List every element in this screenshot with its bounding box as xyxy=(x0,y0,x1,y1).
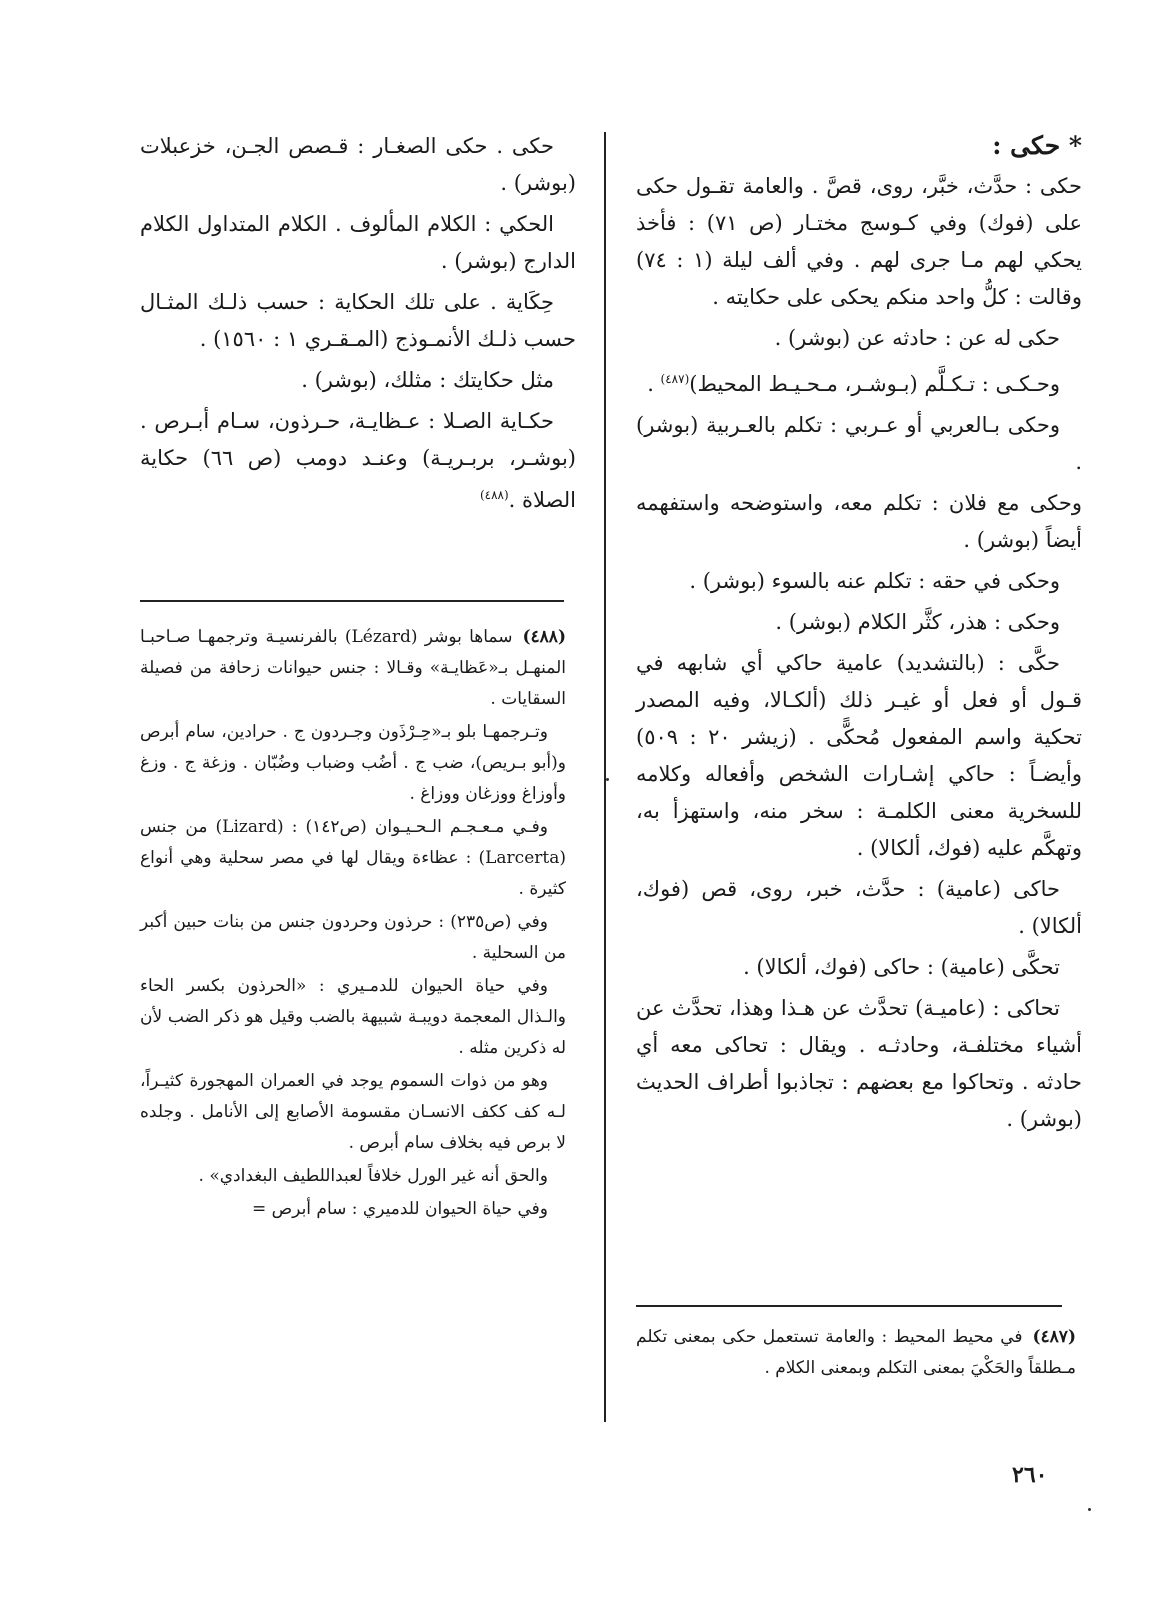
paragraph-text: حكـاية الصـلا : عـظايـة، حـرذون، سـام أبـرص . (بوشـر، بربـريـة) وعنـد دومب (ص ٦٦) حكاية الصلاة . xyxy=(140,409,576,512)
paragraph: حكى . حكى الصغـار : قـصص الجـن، خزعبلات (بوشر) . xyxy=(140,134,576,195)
footnote-paragraph: والحق أنه غير الورل خلافاً لعبداللطيف البغدادي» . xyxy=(198,1166,548,1186)
footnote-paragraph: وتـرجمهـا بلو بـ«حِـرْذَون وجـردون ج . حرادين، سام أبرص و(أبو بـريص)، ضب ج . أضُب وضباب وضُبّان . وزغة ج . وزغ وأوزاغ ووزغان ووزاغ . xyxy=(140,722,566,804)
footnote-separator xyxy=(636,1305,1062,1307)
footnote-ref: (٤٨٧) xyxy=(660,372,690,386)
footnote-488 xyxy=(140,622,566,1227)
paragraph: مثل حكايتك : مثلك، (بوشر) . xyxy=(301,368,554,392)
paragraph-text: وحـكـى : تـكـلَّم (بـوشـر، مـحـيـط المحيط) xyxy=(689,372,1060,396)
paragraph: الحكي : الكلام المألوف . الكلام المتداول الكلام الدارج (بوشر) . xyxy=(140,212,576,273)
paragraph: تحكَّى (عامية) : حاكى (فوك، ألكالا) . xyxy=(743,955,1060,979)
page-number: ٢٦٠ xyxy=(1012,1462,1048,1488)
paragraph: حكى : حدَّث، خبَّر، روى، قصَّ . والعامة تقـول حكى على (فوك) وفي كـوسج مختـار (ص ٧١) : فأخذ يحكي لهم مـا جرى لهم . وفي ألف ليلة (١ : ٧٤) وقالت : كلُّ واحد منكم يحكى على حكايته . xyxy=(636,174,1082,309)
entry-heading: * حكى : xyxy=(992,131,1082,160)
paragraph-with-footnote-ref xyxy=(140,403,576,519)
footnote-number: (٤٨٨) xyxy=(522,627,566,647)
footnote-text: في محيط المحيط : والعامة تستعمل حكى بمعنى تكلم مـطلقاً والحَكْيَ بمعنى التكلم وبمعنى الكلام . xyxy=(636,1327,1076,1378)
footnote-paragraph xyxy=(636,1322,1076,1384)
footnote-paragraph: وهو من ذوات السموم يوجد في العمران المهجورة كثيـراً، لـه كف ككف الانسـان مقسومة الأصابع إلى الأنامل . وجلده لا برص فيه بخلاف سام أبرص . xyxy=(140,1071,566,1153)
paragraph-with-footnote-ref: وحـكـى : تـكـلَّم (بـوشـر، مـحـيـط المحيط)$^{(٤٨٧)}$ . xyxy=(647,372,1060,396)
paragraph: تحاكى : (عاميـة) تحدَّث عن هـذا وهذا، تحدَّث عن أشياء مختلفـة، وحادثـه . ويقال : تحاكى معه أي حادثه . وتحاكوا مع بعضهم : تجاذبوا أطراف الحديث (بوشر) . xyxy=(636,996,1082,1131)
paragraph: حكَّى : (بالتشديد) عامية حاكي أي شابهه في قـول أو فعل أو غيـر ذلك (ألكـالا، وفيه المصدر تحكية واسم المفعول مُحكًّى . (زيشر ٢٠ : ٥٠٩) وأيضـاً : حاكي إشـارات الشخص وأفعاله وكلامه للسخرية معنى الكلمـة : سخر منه، واستهزأ به، وتهكَّم عليه (فوك، ألكالا) . xyxy=(636,651,1083,860)
paragraph: وحكى بـالعربي أو عـربي : تكلم بالعـربية (بوشر) . xyxy=(636,413,1082,474)
paragraph: حكى له عن : حادثه عن (بوشر) . xyxy=(774,326,1060,350)
paragraph: حاكى (عامية) : حدَّث، خبر، روى، قص (فوك، ألكالا) . xyxy=(636,877,1082,938)
column-divider xyxy=(604,132,606,1422)
footnote-paragraph: وفي حياة الحيوان للدميري : سام أبرص = xyxy=(251,1199,548,1219)
left-column xyxy=(140,128,576,523)
scan-speck xyxy=(1088,1508,1091,1511)
footnote-paragraph: وفي (ص٢٣٥) : حرذون وحردون جنس من بنات حبين أكبر من السحلية . xyxy=(140,912,566,963)
scan-speck xyxy=(606,778,609,781)
footnote-paragraph: وفـي مـعـجـم الـحـيـوان (ص١٤٢) : (Lizard) من جنس (Larcerta) : عظاءة ويقال لها في مصر سحلية وهي أنواع كثيرة . xyxy=(140,817,566,899)
footnote-separator xyxy=(140,600,564,602)
paragraph: وحكى في حقه : تكلم عنه بالسوء (بوشر) . xyxy=(689,569,1060,593)
footnote-number: (٤٨٧) xyxy=(1032,1327,1076,1347)
footnote-paragraph: وفي حياة الحيوان للدمـيري : «الحرذون بكسر الحاء والـذال المعجمة دويبـة شبيهة بالضب وقيل هو ذكر الضب لأن له ذكرين مثله . xyxy=(140,976,566,1058)
paragraph: وحكى مع فلان : تكلم معه، واستوضحه واستفهمه أيضاً (بوشر) . xyxy=(636,491,1082,552)
right-column xyxy=(636,128,1082,1142)
paragraph: حِكَاية . على تلك الحكاية : حسب ذلـك المثـال حسب ذلـك الأنمـوذج (المـقـري ١ : ١٥٦٠) . xyxy=(140,290,576,351)
footnote-text: سماها بوشر (Lézard) بالفرنسيـة وترجمهـا صـاحبـا المنهـل بـ«عَظايـة» وقـالا : جنس حيوانات زحافة من فصيلة السقايات . xyxy=(140,627,566,709)
footnote-487 xyxy=(636,1322,1076,1386)
footnote-ref: (٤٨٨) xyxy=(479,488,509,502)
footnote-paragraph xyxy=(140,622,566,715)
paragraph: وحكى : هذر، كثَّر الكلام (بوشر) . xyxy=(775,610,1060,634)
